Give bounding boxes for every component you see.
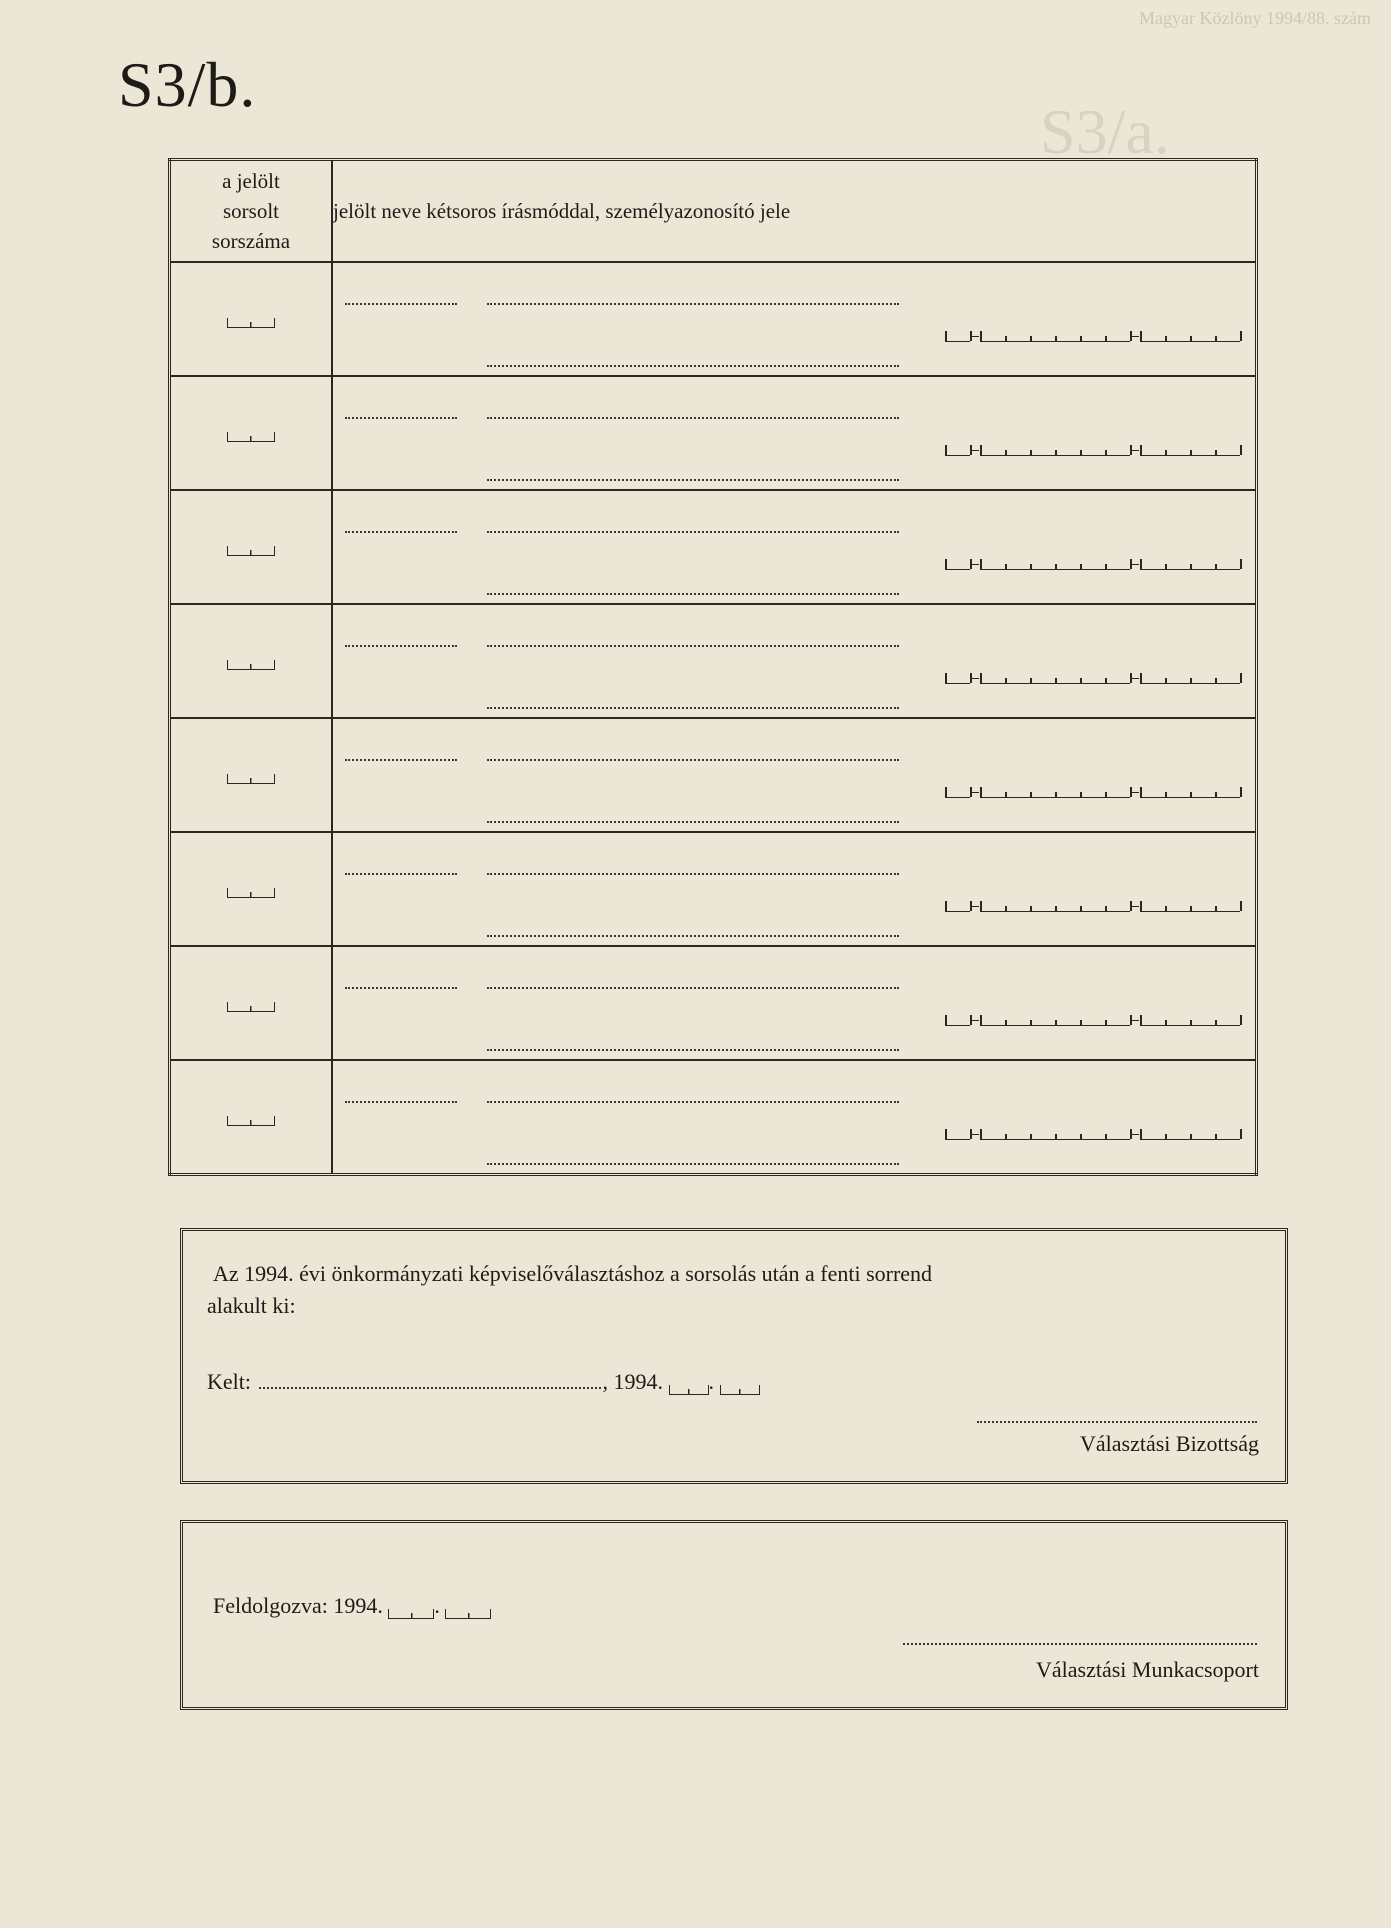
form-code-title: S3/b. xyxy=(118,49,257,120)
personal-id-field[interactable] xyxy=(945,673,1221,683)
workgroup-signature-line[interactable] xyxy=(903,1643,1257,1645)
header-line-2: sorsolt xyxy=(222,199,279,223)
family-name-line[interactable] xyxy=(345,303,457,305)
personal-id-field[interactable] xyxy=(945,331,1221,341)
name-second-line[interactable] xyxy=(487,593,899,595)
candidate-cell xyxy=(332,490,1257,604)
table-header-row xyxy=(170,160,1257,263)
header-candidate-name: jelölt neve kétsoros írásmóddal, személyazonosító jele xyxy=(332,160,1257,263)
drawn-number-field[interactable] xyxy=(227,546,275,556)
header-drawn-number xyxy=(170,160,333,263)
candidate-cell xyxy=(332,718,1257,832)
given-name-line[interactable] xyxy=(487,987,899,989)
header-line-3: sorszáma xyxy=(211,229,291,253)
drawn-number-cell xyxy=(170,718,333,832)
table-row xyxy=(170,832,1257,946)
candidate-cell xyxy=(332,262,1257,376)
given-name-line[interactable] xyxy=(487,645,899,647)
committee-signature-label: Választási Bizottság xyxy=(1079,1431,1259,1456)
family-name-line[interactable] xyxy=(345,531,457,533)
table-row xyxy=(170,490,1257,604)
kelt-year: , 1994. xyxy=(602,1369,663,1394)
kelt-place-field[interactable] xyxy=(259,1387,601,1389)
drawn-number-cell xyxy=(170,490,333,604)
candidate-cell xyxy=(332,604,1257,718)
header-line-1: a jelölt xyxy=(222,169,280,193)
family-name-line[interactable] xyxy=(345,645,457,647)
kelt-label: Kelt: xyxy=(207,1369,251,1394)
drawn-number-cell xyxy=(170,376,333,490)
drawn-number-field[interactable] xyxy=(227,774,275,784)
drawn-number-field[interactable] xyxy=(227,318,275,328)
result-text-line-2: alakult ki: xyxy=(207,1293,296,1318)
given-name-line[interactable] xyxy=(487,417,899,419)
drawn-number-field[interactable] xyxy=(227,1002,275,1012)
table-row xyxy=(170,946,1257,1060)
drawn-number-cell xyxy=(170,832,333,946)
name-second-line[interactable] xyxy=(487,479,899,481)
personal-id-field[interactable] xyxy=(945,787,1221,797)
personal-id-field[interactable] xyxy=(945,445,1221,455)
processed-line: Feldolgozva: 1994. . xyxy=(213,1593,491,1619)
processed-day-field[interactable] xyxy=(445,1609,491,1619)
drawn-number-field[interactable] xyxy=(227,432,275,442)
personal-id-field[interactable] xyxy=(945,559,1221,569)
given-name-line[interactable] xyxy=(487,303,899,305)
drawn-number-field[interactable] xyxy=(227,1116,275,1126)
name-second-line[interactable] xyxy=(487,1163,899,1165)
workgroup-signature-label: Választási Munkacsoport xyxy=(1036,1657,1259,1682)
draw-result-section xyxy=(180,1228,1288,1484)
table-row xyxy=(170,1060,1257,1175)
given-name-line[interactable] xyxy=(487,531,899,533)
kelt-line: Kelt: , 1994. . xyxy=(207,1369,760,1395)
given-name-line[interactable] xyxy=(487,759,899,761)
given-name-line[interactable] xyxy=(487,873,899,875)
committee-signature-line[interactable] xyxy=(977,1421,1257,1423)
candidate-table xyxy=(168,158,1258,1176)
processing-section xyxy=(180,1520,1288,1710)
family-name-line[interactable] xyxy=(345,987,457,989)
family-name-line[interactable] xyxy=(345,759,457,761)
family-name-line[interactable] xyxy=(345,1101,457,1103)
name-second-line[interactable] xyxy=(487,821,899,823)
month-field[interactable] xyxy=(669,1385,709,1395)
drawn-number-cell xyxy=(170,604,333,718)
table-row xyxy=(170,376,1257,490)
name-second-line[interactable] xyxy=(487,707,899,709)
bleed-through-title: S3/a. xyxy=(1040,96,1170,167)
drawn-number-cell xyxy=(170,946,333,1060)
given-name-line[interactable] xyxy=(487,1101,899,1103)
table-row xyxy=(170,604,1257,718)
drawn-number-cell xyxy=(170,1060,333,1175)
processed-month-field[interactable] xyxy=(388,1609,434,1619)
table-row xyxy=(170,262,1257,376)
personal-id-field[interactable] xyxy=(945,1015,1221,1025)
candidate-cell xyxy=(332,1060,1257,1175)
drawn-number-field[interactable] xyxy=(227,660,275,670)
bleed-through-header: Magyar Közlöny 1994/88. szám xyxy=(1139,8,1371,28)
processed-label: Feldolgozva: 1994. xyxy=(213,1593,383,1618)
personal-id-field[interactable] xyxy=(945,901,1221,911)
name-second-line[interactable] xyxy=(487,365,899,367)
name-second-line[interactable] xyxy=(487,935,899,937)
candidate-cell xyxy=(332,832,1257,946)
day-field[interactable] xyxy=(720,1385,760,1395)
personal-id-field[interactable] xyxy=(945,1129,1221,1139)
name-second-line[interactable] xyxy=(487,1049,899,1051)
family-name-line[interactable] xyxy=(345,873,457,875)
candidate-cell xyxy=(332,376,1257,490)
drawn-number-cell xyxy=(170,262,333,376)
drawn-number-field[interactable] xyxy=(227,888,275,898)
family-name-line[interactable] xyxy=(345,417,457,419)
candidate-cell xyxy=(332,946,1257,1060)
result-text-line-1: Az 1994. évi önkormányzati képviselőválasztáshoz a sorsolás után a fenti sorrend xyxy=(213,1261,933,1286)
table-row xyxy=(170,718,1257,832)
